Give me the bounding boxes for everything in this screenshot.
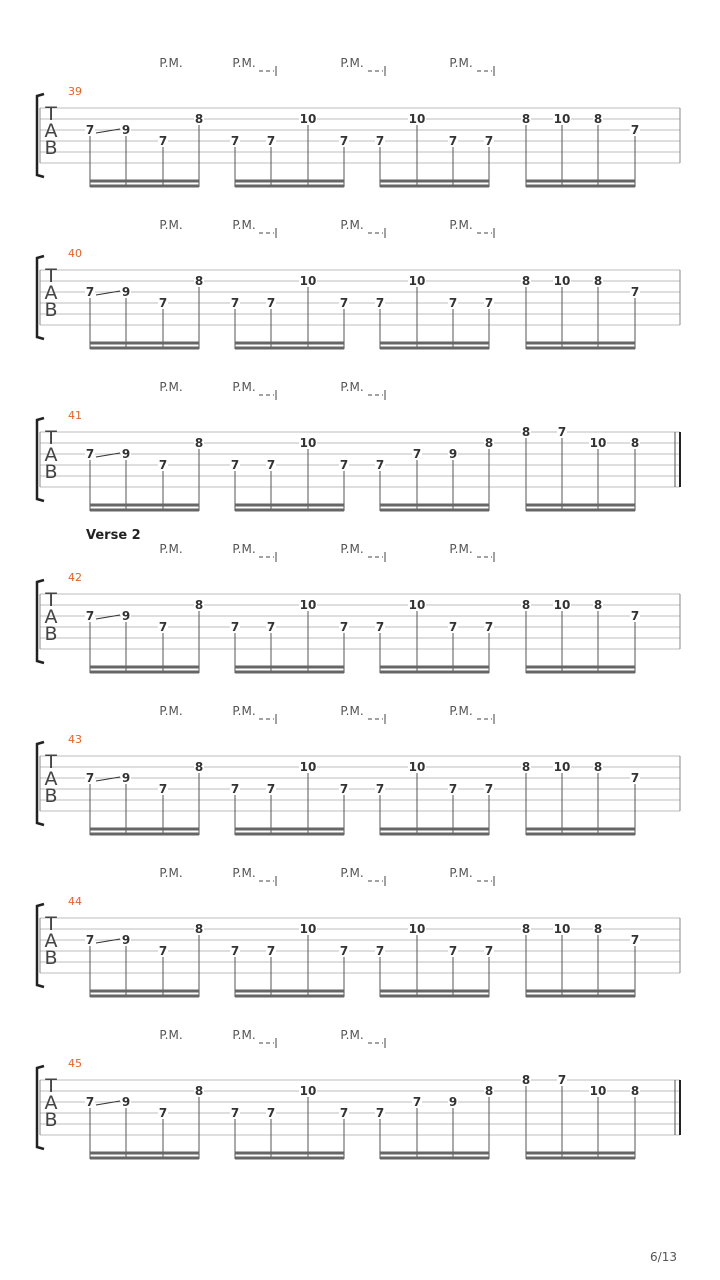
fret-number: 7 bbox=[448, 782, 458, 796]
palm-mute-label: P.M. bbox=[232, 866, 256, 880]
fret-number: 7 bbox=[375, 458, 385, 472]
fret-number: 7 bbox=[412, 1095, 422, 1109]
tab-clef-letter: A bbox=[44, 606, 58, 628]
fret-number: 7 bbox=[85, 1095, 95, 1109]
fret-number: 10 bbox=[553, 112, 571, 126]
tab-system-40 bbox=[37, 218, 680, 349]
fret-number: 9 bbox=[121, 609, 131, 623]
measure-number: 45 bbox=[68, 1057, 82, 1070]
fret-number: 9 bbox=[121, 447, 131, 461]
fret-number: 7 bbox=[448, 134, 458, 148]
tab-clef-letter: T bbox=[45, 589, 57, 611]
fret-number: 7 bbox=[158, 944, 168, 958]
fret-number: 8 bbox=[484, 1084, 494, 1098]
fret-number: 7 bbox=[339, 296, 349, 310]
fret-number: 10 bbox=[553, 274, 571, 288]
palm-mute-label: P.M. bbox=[232, 56, 256, 70]
fret-number: 7 bbox=[266, 134, 276, 148]
fret-number: 10 bbox=[408, 112, 426, 126]
measure-number: 39 bbox=[68, 85, 82, 98]
tab-clef-letter: T bbox=[45, 265, 57, 287]
tab-clef-letter: A bbox=[44, 768, 58, 790]
fret-number: 8 bbox=[194, 436, 204, 450]
fret-number: 10 bbox=[299, 760, 317, 774]
palm-mute-label: P.M. bbox=[159, 1028, 183, 1042]
measure-number: 40 bbox=[68, 247, 82, 260]
fret-number: 8 bbox=[194, 598, 204, 612]
fret-number: 9 bbox=[121, 771, 131, 785]
section-label: Verse 2 bbox=[86, 528, 141, 543]
tab-clef-letter: B bbox=[44, 1109, 58, 1131]
fret-number: 8 bbox=[521, 112, 531, 126]
fret-number: 8 bbox=[630, 1084, 640, 1098]
tab-system-44 bbox=[37, 866, 680, 997]
tab-clef-letter: B bbox=[44, 137, 58, 159]
palm-mute-label: P.M. bbox=[340, 380, 364, 394]
palm-mute-label: P.M. bbox=[340, 542, 364, 556]
measure-number: 41 bbox=[68, 409, 82, 422]
fret-number: 10 bbox=[299, 922, 317, 936]
fret-number: 9 bbox=[448, 447, 458, 461]
fret-number: 10 bbox=[299, 274, 317, 288]
fret-number: 8 bbox=[194, 922, 204, 936]
fret-number: 7 bbox=[230, 782, 240, 796]
fret-number: 8 bbox=[521, 1073, 531, 1087]
fret-number: 7 bbox=[266, 296, 276, 310]
tab-clef-letter: A bbox=[44, 282, 58, 304]
fret-number: 7 bbox=[375, 134, 385, 148]
fret-number: 7 bbox=[85, 123, 95, 137]
fret-number: 7 bbox=[158, 782, 168, 796]
fret-number: 7 bbox=[375, 1106, 385, 1120]
fret-number: 7 bbox=[375, 944, 385, 958]
tab-system-43 bbox=[37, 704, 680, 835]
palm-mute-label: P.M. bbox=[232, 1028, 256, 1042]
fret-number: 7 bbox=[557, 1073, 567, 1087]
palm-mute-label: P.M. bbox=[340, 866, 364, 880]
fret-number: 8 bbox=[521, 922, 531, 936]
fret-number: 7 bbox=[230, 296, 240, 310]
fret-number: 8 bbox=[593, 922, 603, 936]
fret-number: 10 bbox=[299, 598, 317, 612]
palm-mute-label: P.M. bbox=[449, 218, 473, 232]
palm-mute-label: P.M. bbox=[232, 218, 256, 232]
fret-number: 10 bbox=[408, 922, 426, 936]
fret-number: 8 bbox=[521, 598, 531, 612]
fret-number: 10 bbox=[553, 922, 571, 936]
tab-clef-letter: B bbox=[44, 461, 58, 483]
fret-number: 7 bbox=[448, 620, 458, 634]
tab-clef-letter: T bbox=[45, 1075, 57, 1097]
palm-mute-label: P.M. bbox=[449, 866, 473, 880]
palm-mute-label: P.M. bbox=[232, 542, 256, 556]
fret-number: 7 bbox=[339, 134, 349, 148]
tab-clef-letter: B bbox=[44, 785, 58, 807]
fret-number: 7 bbox=[448, 944, 458, 958]
fret-number: 7 bbox=[448, 296, 458, 310]
fret-number: 7 bbox=[85, 447, 95, 461]
palm-mute-label: P.M. bbox=[159, 542, 183, 556]
fret-number: 10 bbox=[553, 760, 571, 774]
fret-number: 9 bbox=[121, 123, 131, 137]
tab-system-42 bbox=[37, 528, 680, 673]
fret-number: 7 bbox=[230, 944, 240, 958]
fret-number: 10 bbox=[553, 598, 571, 612]
palm-mute-label: P.M. bbox=[340, 218, 364, 232]
fret-number: 7 bbox=[339, 458, 349, 472]
fret-number: 7 bbox=[375, 782, 385, 796]
palm-mute-label: P.M. bbox=[159, 380, 183, 394]
fret-number: 10 bbox=[408, 760, 426, 774]
fret-number: 9 bbox=[121, 933, 131, 947]
fret-number: 9 bbox=[121, 1095, 131, 1109]
fret-number: 10 bbox=[299, 112, 317, 126]
fret-number: 7 bbox=[266, 620, 276, 634]
palm-mute-label: P.M. bbox=[449, 704, 473, 718]
fret-number: 8 bbox=[521, 274, 531, 288]
fret-number: 8 bbox=[521, 425, 531, 439]
tab-clef-letter: A bbox=[44, 120, 58, 142]
fret-number: 8 bbox=[593, 598, 603, 612]
fret-number: 7 bbox=[484, 944, 494, 958]
fret-number: 7 bbox=[484, 134, 494, 148]
fret-number: 10 bbox=[589, 1084, 607, 1098]
fret-number: 8 bbox=[194, 760, 204, 774]
tab-clef-letter: T bbox=[45, 103, 57, 125]
fret-number: 7 bbox=[158, 296, 168, 310]
fret-number: 7 bbox=[339, 944, 349, 958]
palm-mute-label: P.M. bbox=[159, 56, 183, 70]
tab-clef-letter: T bbox=[45, 751, 57, 773]
tab-clef-letter: B bbox=[44, 947, 58, 969]
palm-mute-label: P.M. bbox=[232, 704, 256, 718]
fret-number: 7 bbox=[339, 1106, 349, 1120]
fret-number: 8 bbox=[593, 274, 603, 288]
fret-number: 8 bbox=[194, 274, 204, 288]
fret-number: 7 bbox=[230, 134, 240, 148]
palm-mute-label: P.M. bbox=[449, 56, 473, 70]
measure-number: 43 bbox=[68, 733, 82, 746]
tab-system-45 bbox=[37, 1028, 680, 1159]
tab-clef-letter: A bbox=[44, 930, 58, 952]
tab-clef-letter: T bbox=[45, 913, 57, 935]
fret-number: 10 bbox=[589, 436, 607, 450]
fret-number: 7 bbox=[375, 620, 385, 634]
fret-number: 7 bbox=[85, 933, 95, 947]
fret-number: 7 bbox=[339, 782, 349, 796]
fret-number: 7 bbox=[339, 620, 349, 634]
fret-number: 7 bbox=[412, 447, 422, 461]
fret-number: 10 bbox=[408, 274, 426, 288]
fret-number: 7 bbox=[158, 458, 168, 472]
fret-number: 7 bbox=[266, 1106, 276, 1120]
measure-number: 42 bbox=[68, 571, 82, 584]
fret-number: 8 bbox=[484, 436, 494, 450]
tab-system-39 bbox=[37, 56, 680, 187]
fret-number: 7 bbox=[630, 609, 640, 623]
tab-clef-letter: A bbox=[44, 444, 58, 466]
fret-number: 8 bbox=[630, 436, 640, 450]
fret-number: 8 bbox=[194, 1084, 204, 1098]
fret-number: 10 bbox=[299, 436, 317, 450]
fret-number: 10 bbox=[408, 598, 426, 612]
fret-number: 7 bbox=[158, 134, 168, 148]
fret-number: 8 bbox=[521, 760, 531, 774]
fret-number: 7 bbox=[630, 123, 640, 137]
fret-number: 7 bbox=[85, 285, 95, 299]
palm-mute-label: P.M. bbox=[340, 1028, 364, 1042]
fret-number: 7 bbox=[484, 782, 494, 796]
palm-mute-label: P.M. bbox=[159, 866, 183, 880]
fret-number: 7 bbox=[630, 933, 640, 947]
palm-mute-label: P.M. bbox=[232, 380, 256, 394]
tab-system-41 bbox=[37, 380, 680, 511]
fret-number: 7 bbox=[158, 1106, 168, 1120]
fret-number: 10 bbox=[299, 1084, 317, 1098]
fret-number: 7 bbox=[630, 285, 640, 299]
tab-clef-letter: B bbox=[44, 623, 58, 645]
palm-mute-label: P.M. bbox=[340, 704, 364, 718]
fret-number: 8 bbox=[593, 112, 603, 126]
fret-number: 7 bbox=[266, 944, 276, 958]
fret-number: 7 bbox=[630, 771, 640, 785]
fret-number: 7 bbox=[266, 458, 276, 472]
fret-number: 7 bbox=[484, 296, 494, 310]
fret-number: 7 bbox=[230, 620, 240, 634]
fret-number: 7 bbox=[266, 782, 276, 796]
palm-mute-label: P.M. bbox=[159, 218, 183, 232]
fret-number: 7 bbox=[484, 620, 494, 634]
tab-clef-letter: A bbox=[44, 1092, 58, 1114]
palm-mute-label: P.M. bbox=[159, 704, 183, 718]
fret-number: 7 bbox=[230, 458, 240, 472]
page-number: 6/13 bbox=[650, 1250, 677, 1264]
fret-number: 9 bbox=[121, 285, 131, 299]
measure-number: 44 bbox=[68, 895, 82, 908]
fret-number: 7 bbox=[230, 1106, 240, 1120]
fret-number: 8 bbox=[194, 112, 204, 126]
fret-number: 7 bbox=[375, 296, 385, 310]
palm-mute-label: P.M. bbox=[340, 56, 364, 70]
fret-number: 7 bbox=[557, 425, 567, 439]
fret-number: 7 bbox=[158, 620, 168, 634]
palm-mute-label: P.M. bbox=[449, 542, 473, 556]
fret-number: 8 bbox=[593, 760, 603, 774]
fret-number: 7 bbox=[85, 771, 95, 785]
fret-number: 7 bbox=[85, 609, 95, 623]
tab-clef-letter: B bbox=[44, 299, 58, 321]
fret-number: 9 bbox=[448, 1095, 458, 1109]
tab-clef-letter: T bbox=[45, 427, 57, 449]
